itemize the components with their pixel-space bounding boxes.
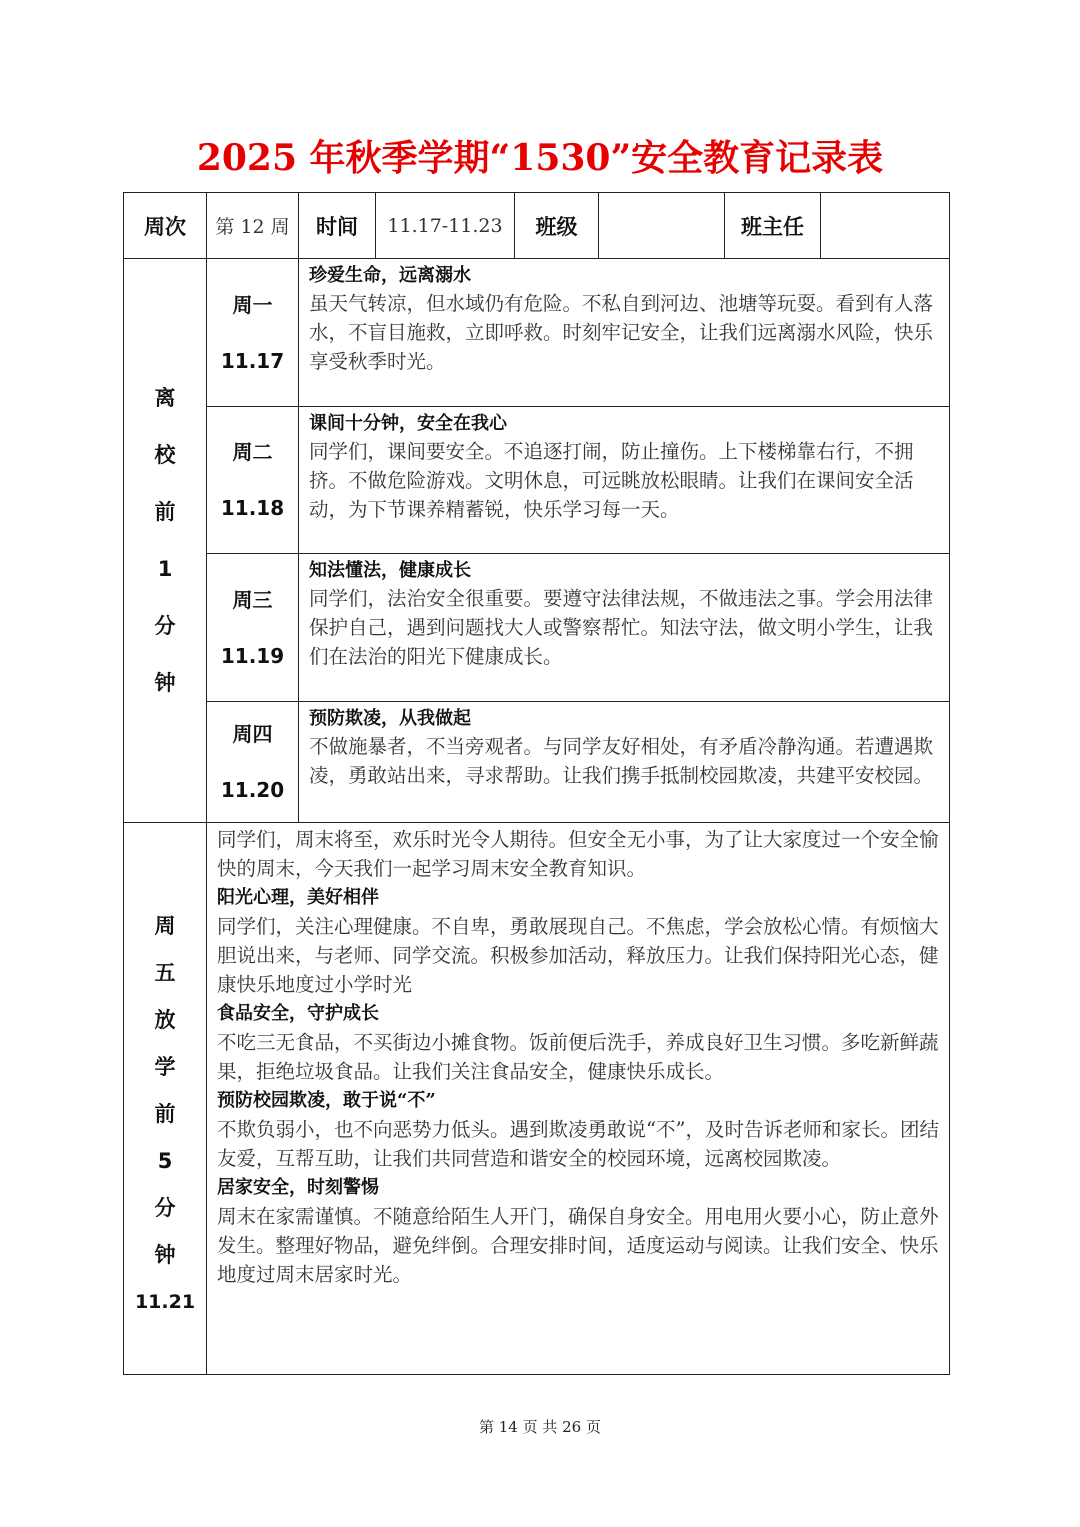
topic-body: 周末在家需谨慎。不随意给陌生人开门，确保自身安全。用电用火要小心，防止意外发生。整理好物品，避免绊倒。合理安排时间，适度运动与阅读。让我们安全、快乐地度过周末居家时光。 [217, 1205, 939, 1286]
day-date: 11.20 [220, 778, 285, 802]
section2-char: 五 [154, 961, 176, 985]
section2-char: 钟 [154, 1243, 176, 1267]
topic-title: 预防校园欺凌，敢于说“不” [217, 1090, 436, 1111]
topic-body: 同学们，法治安全很重要。要遵守法律法规，不做违法之事。学会用法律保护自己，遇到问题找大人或警察帮忙。知法守法，做文明小学生，让我们在法治的阳光下健康成长。 [309, 587, 934, 668]
topic-body: 不做施暴者，不当旁观者。与同学友好相处，有矛盾冷静沟通。若遭遇欺凌，勇敢站出来，寻求帮助。让我们携手抵制校园欺凌，共建平安校园。 [309, 735, 934, 787]
topic-title: 课间十分钟，安全在我心 [309, 413, 507, 434]
topic-title: 知法懂法，健康成长 [309, 560, 471, 581]
topic-title: 居家安全，时刻警惕 [217, 1177, 379, 1198]
day-row [124, 554, 950, 702]
day-content [299, 702, 950, 823]
day-content [299, 554, 950, 702]
time-value: 11.17-11.23 [376, 193, 515, 259]
page-footer: 第 14 页 共 26 页 [478, 1418, 601, 1436]
section1-char: 前 [154, 499, 176, 524]
section1-char: 离 [154, 385, 176, 410]
section1-label [124, 259, 207, 823]
header-row [124, 193, 950, 259]
day-name: 周三 [232, 587, 273, 612]
topic-body: 同学们，关注心理健康。不自卑，勇敢展现自己。不焦虑，学会放松心情。有烦恼大胆说出来，与老师、同学交流。积极参加活动，释放压力。让我们保持阳光心态，健康快乐地度过小学时光 [217, 915, 939, 996]
page-title: 2025 年秋季学期“1530”安全教育记录表 [196, 137, 884, 179]
section2-char: 5 [157, 1149, 173, 1173]
topic-body: 不吃三无食品，不买街边小摊食物。饭前便后洗手，养成良好卫生习惯。多吃新鲜蔬果，拒绝垃圾食品。让我们关注食品安全，健康快乐成长。 [217, 1031, 939, 1083]
section1-char: 1 [157, 556, 173, 581]
friday-intro: 同学们，周末将至，欢乐时光令人期待。但安全无小事，为了让大家度过一个安全愉快的周末，今天我们一起学习周末安全教育知识。 [217, 828, 939, 880]
day-date: 11.19 [220, 643, 285, 668]
section1-char: 校 [154, 442, 176, 467]
topic-body: 虽天气转凉，但水域仍有危险。不私自到河边、池塘等玩耍。看到有人落水，不盲目施救，立即呼救。时刻牢记安全，让我们远离溺水风险，快乐享受秋季时光。 [309, 292, 934, 373]
day-name: 周二 [232, 440, 273, 464]
friday-content [207, 823, 950, 1375]
day-cell [207, 554, 299, 702]
topic-title: 珍爱生命，远离溺水 [309, 265, 471, 286]
topic-body: 同学们，课间要安全。不追逐打闹，防止撞伤。上下楼梯靠右行，不拥挤。不做危险游戏。文明休息，可远眺放松眼睛。让我们在课间安全活动，为下节课养精蓄锐，快乐学习每一天。 [309, 440, 914, 521]
week-label: 周次 [124, 193, 207, 259]
day-date: 11.18 [220, 496, 285, 520]
time-label: 时间 [299, 193, 376, 259]
day-cell [207, 407, 299, 554]
topic-title: 预防欺凌，从我做起 [309, 708, 471, 729]
section2-date: 11.21 [134, 1291, 196, 1313]
teacher-label: 班主任 [725, 193, 821, 259]
week-value: 第 12 周 [207, 193, 299, 259]
record-table [123, 192, 950, 1375]
section2-char: 放 [154, 1008, 176, 1032]
teacher-value [821, 193, 950, 259]
section2-char: 分 [154, 1196, 176, 1220]
day-date: 11.17 [220, 348, 285, 373]
day-cell [207, 702, 299, 823]
topic-title: 阳光心理，美好相伴 [217, 887, 379, 908]
section1-char: 分 [154, 613, 176, 638]
section2-char: 学 [154, 1055, 176, 1079]
day-row [124, 259, 950, 407]
day-name: 周四 [232, 722, 273, 746]
section2-char: 前 [154, 1102, 176, 1126]
section2-label [124, 823, 207, 1375]
class-label: 班级 [515, 193, 599, 259]
day-row [124, 407, 950, 554]
day-row [124, 702, 950, 823]
class-value [599, 193, 725, 259]
section1-char: 钟 [154, 670, 176, 695]
topic-title: 食品安全，守护成长 [217, 1003, 379, 1024]
day-name: 周一 [232, 292, 273, 317]
day-content [299, 259, 950, 407]
friday-row [124, 823, 950, 1375]
section2-char: 周 [154, 914, 176, 938]
day-content [299, 407, 950, 554]
topic-body: 不欺负弱小，也不向恶势力低头。遇到欺凌勇敢说“不”，及时告诉老师和家长。团结友爱，互帮互助，让我们共同营造和谐安全的校园环境，远离校园欺凌。 [217, 1118, 939, 1170]
day-cell [207, 259, 299, 407]
